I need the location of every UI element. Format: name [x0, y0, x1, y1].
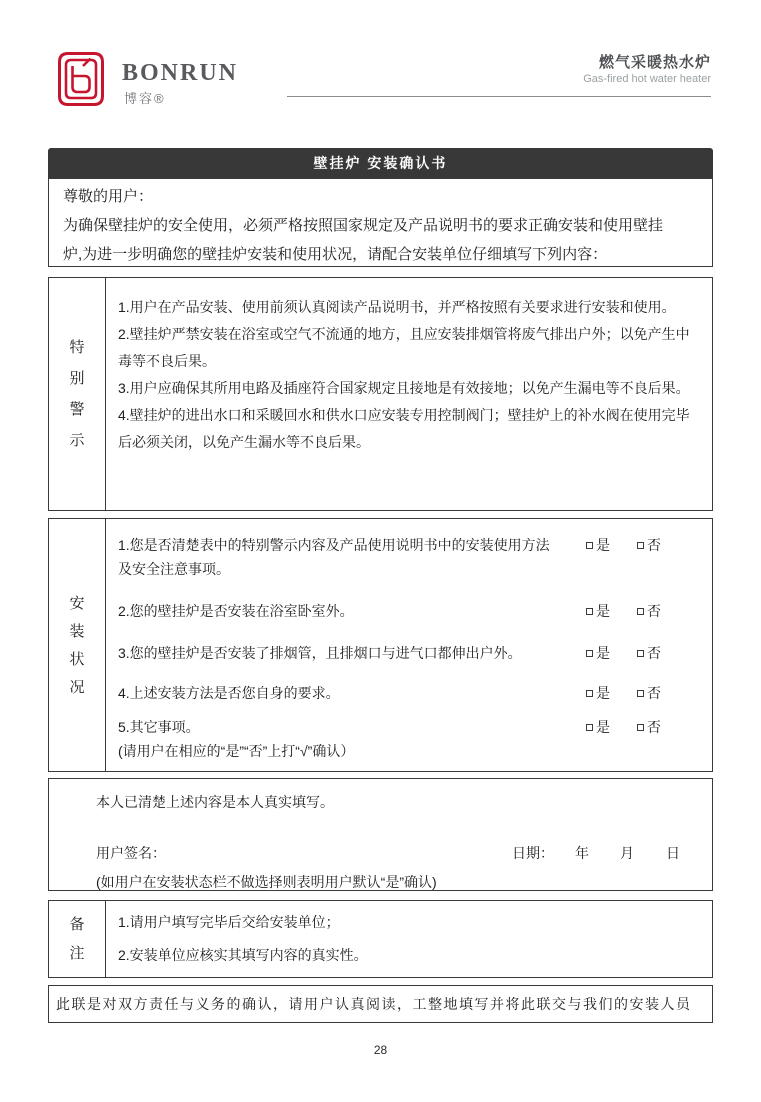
checkbox-square-icon — [637, 690, 644, 697]
status-confirm-note: (请用户在相应的“是”“否”上打“√”确认） — [118, 743, 355, 759]
checkbox-square-icon — [586, 690, 593, 697]
intro-section — [48, 178, 713, 267]
warning-content — [106, 278, 712, 510]
checkbox-square-icon — [637, 650, 644, 657]
signature-default-note: (如用户在安装状态栏不做选择则表明用户默认“是”确认) — [96, 874, 437, 890]
yes-no-choices — [586, 535, 661, 555]
warning-item: 3.用户应确保其所用电路及插座符合国家规定且接地是有效接地；以免产生漏电等不良后果。 — [118, 380, 690, 396]
yes-label: 是 — [596, 537, 610, 553]
status-section-label: 安 装 状 况 — [49, 519, 106, 771]
checkbox-yes[interactable] — [586, 601, 610, 621]
product-title-cn: 燃气采暖热水炉 — [598, 54, 711, 71]
status-question-row — [118, 599, 702, 623]
status-question-row — [118, 641, 702, 665]
brand-name-cn: 博容® — [124, 91, 166, 106]
remark-item: 2.安装单位应核实其填写内容的真实性。 — [118, 947, 368, 963]
day-label: 日 — [666, 845, 680, 861]
warning-item: 1.用户在产品安装、使用前须认真阅读产品说明书，并严格按照有关要求进行安装和使用。 — [118, 299, 676, 315]
warning-section-label: 特 别 警 示 — [49, 278, 106, 510]
no-label: 否 — [647, 603, 661, 619]
checkbox-no[interactable] — [637, 643, 661, 663]
status-question: 5.其它事项。 — [118, 719, 200, 735]
footer-note-section — [48, 985, 713, 1023]
checkbox-no[interactable] — [637, 717, 661, 737]
status-question-row — [118, 533, 702, 581]
signature-row — [96, 843, 692, 863]
date-field-label[interactable]: 日期： — [512, 845, 554, 861]
remark-item: 1.请用户填写完毕后交给安装单位； — [118, 914, 340, 930]
product-title-en: Gas-fired hot water heater — [583, 73, 711, 85]
warning-section — [48, 277, 713, 511]
brand-name: BONRUN — [122, 60, 239, 86]
footer-note: 此联是对双方责任与义务的确认，请用户认真阅读，工整地填写并将此联交与我们的安装人员 — [56, 996, 692, 1012]
year-label: 年 — [575, 845, 589, 861]
remark-section-label: 备 注 — [49, 901, 106, 977]
yes-label: 是 — [596, 645, 610, 661]
checkbox-square-icon — [637, 542, 644, 549]
intro-salutation: 尊敬的用户： — [63, 188, 154, 205]
no-label: 否 — [647, 685, 661, 701]
yes-label: 是 — [596, 685, 610, 701]
signature-field-label[interactable]: 用户签名： — [96, 845, 166, 861]
status-section — [48, 518, 713, 772]
yes-label: 是 — [596, 719, 610, 735]
yes-no-choices — [586, 717, 661, 737]
no-label: 否 — [647, 645, 661, 661]
month-label: 月 — [620, 845, 634, 861]
status-question: 3.您的壁挂炉是否安装了排烟管，且排烟口与进气口都伸出户外。 — [118, 645, 522, 661]
status-question: 4.上述安装方法是否您自身的要求。 — [118, 685, 340, 701]
checkbox-square-icon — [586, 542, 593, 549]
signature-statement: 本人已清楚上述内容是本人真实填写。 — [96, 794, 334, 810]
warning-item: 2.壁挂炉严禁安装在浴室或空气不流通的地方，且应安装排烟管将废气排出户外；以免产生中毒等不良后果。 — [118, 326, 690, 369]
remark-content — [106, 901, 712, 977]
yes-no-choices — [586, 601, 661, 621]
checkbox-square-icon — [586, 650, 593, 657]
status-question-row — [118, 681, 702, 705]
checkbox-square-icon — [637, 724, 644, 731]
checkbox-square-icon — [637, 608, 644, 615]
status-question: 1.您是否清楚表中的特别警示内容及产品使用说明书中的安装使用方法及安全注意事项。 — [118, 537, 550, 577]
yes-no-choices — [586, 643, 661, 663]
checkbox-no[interactable] — [637, 683, 661, 703]
checkbox-no[interactable] — [637, 535, 661, 555]
checkbox-yes[interactable] — [586, 643, 610, 663]
status-content — [106, 519, 712, 771]
no-label: 否 — [647, 537, 661, 553]
checkbox-yes[interactable] — [586, 717, 610, 737]
status-question-row — [118, 715, 702, 739]
intro-body: 为确保壁挂炉的安全使用，必须严格按照国家规定及产品说明书的要求正确安装和使用壁挂炉,为进一步明确您的壁挂炉安装和使用状况，请配合安装单位仔细填写下列内容： — [63, 217, 664, 263]
checkbox-no[interactable] — [637, 601, 661, 621]
signature-section — [48, 778, 713, 891]
checkbox-yes[interactable] — [586, 535, 610, 555]
remark-section — [48, 900, 713, 978]
page-number: 28 — [373, 1043, 388, 1057]
checkbox-square-icon — [586, 724, 593, 731]
no-label: 否 — [647, 719, 661, 735]
form-title: 壁挂炉 安装确认书 — [313, 155, 448, 171]
form-title-bar — [48, 148, 713, 178]
yes-no-choices — [586, 683, 661, 703]
header-divider — [287, 96, 711, 97]
status-question: 2.您的壁挂炉是否安装在浴室卧室外。 — [118, 603, 354, 619]
checkbox-square-icon — [586, 608, 593, 615]
checkbox-yes[interactable] — [586, 683, 610, 703]
warning-item: 4.壁挂炉的进出水口和采暖回水和供水口应安装专用控制阀门；壁挂炉上的补水阀在使用完毕后必须关闭，以免产生漏水等不良后果。 — [118, 407, 690, 450]
bonrun-logo-icon — [57, 51, 105, 107]
yes-label: 是 — [596, 603, 610, 619]
